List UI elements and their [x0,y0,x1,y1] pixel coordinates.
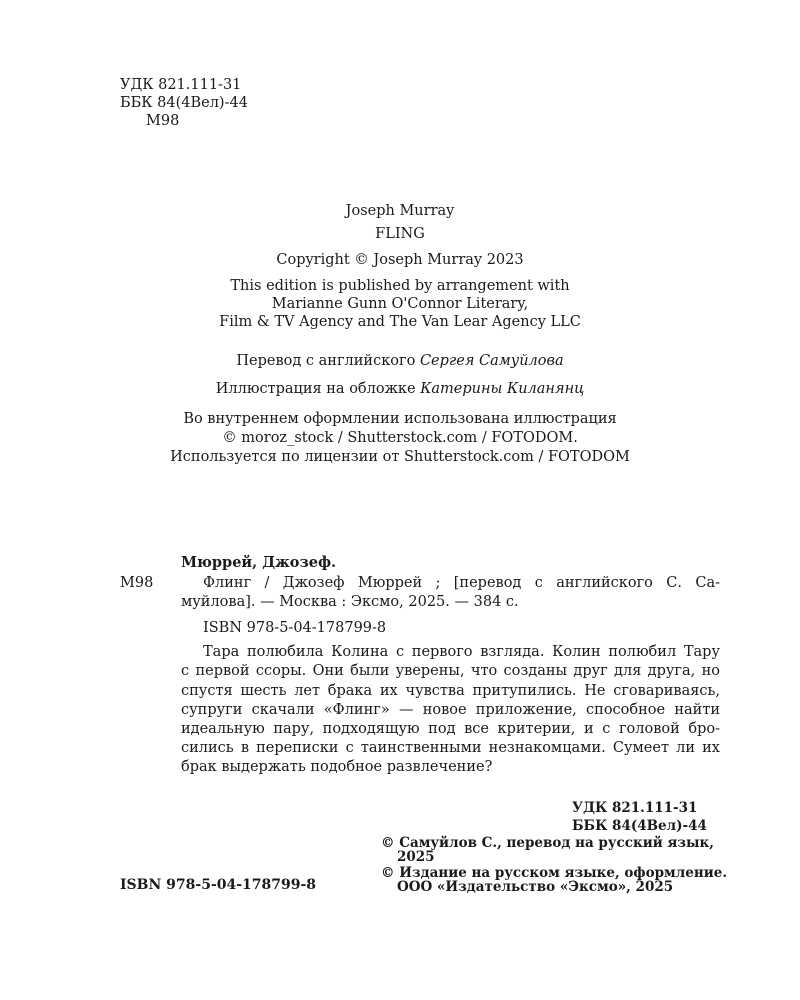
bib-heading: Мюррей, Джозеф. [181,554,337,571]
bib-sign: М98 [120,575,154,591]
copyright-edition: © Издание на русском языке, оформление. [381,865,728,881]
author-sign: М98 [146,113,180,129]
annotation-line: брак выдержать подобное развлечение? [181,759,493,775]
annotation-line: с первой ссоры. Они были уверены, что созданы друг для друга, но [181,663,720,679]
annotation-line: Тара полюбила Колина с первого взгляда. Колин полюбил Тару [203,644,720,660]
annotation-line: сились в переписки с таинственными незнакомцами. Сумеет ли их [181,740,720,756]
footer-isbn: ISBN 978-5-04-178799-8 [120,877,317,893]
annotation-line: спустя шесть лет брака их чувства притупились. Не сговариваясь, [181,683,720,699]
interior-credit: © moroz_stock / Shutterstock.com / FOTODOM. [222,430,578,446]
bib-isbn: ISBN 978-5-04-178799-8 [203,620,387,636]
arrangement-line: Film & TV Agency and The Van Lear Agency LLC [219,314,581,330]
bib-line: муйлова]. — Москва : Эксмо, 2025. — 384 с. [181,594,519,610]
copyright-line: Copyright © Joseph Murray 2023 [276,252,524,268]
copyright-publisher: ООО «Издательство «Эксмо», 2025 [397,879,674,895]
annotation-line: идеальную пару, подходящую под все критерии, и с головой бро- [181,721,720,737]
original-title: FLING [375,226,425,242]
arrangement-line: Marianne Gunn O'Connor Literary, [271,296,529,312]
bib-line: Флинг / Джозеф Мюррей ; [перевод с английского С. Са- [203,575,720,591]
arrangement-line: This edition is published by arrangement with [230,278,570,294]
translation-credit [0,352,800,370]
index-bbk: ББК 84(4Вел)-44 [572,818,707,834]
cover-credit [0,380,800,398]
copyright-translation: © Самуйлов С., перевод на русский язык, [381,835,714,851]
copyright-translation-year: 2025 [397,849,435,865]
translation-label: Перевод с английского [236,353,420,369]
bbk-code: ББК 84(4Вел)-44 [120,95,248,111]
index-udk: УДК 821.111-31 [572,800,698,816]
cover-artist: Катерины Киланянц [420,381,585,397]
annotation-line: супруги скачали «Флинг» — новое приложение, способное найти [181,702,720,718]
interior-credit: Во внутреннем оформлении использована иллюстрация [183,411,617,427]
original-author: Joseph Murray [345,203,455,219]
udk-code: УДК 821.111-31 [120,77,242,93]
translator-name: Сергея Самуйлова [419,353,564,369]
cover-label: Иллюстрация на обложке [215,381,421,397]
interior-credit: Используется по лицензии от Shutterstock.com / FOTODOM [170,449,630,465]
